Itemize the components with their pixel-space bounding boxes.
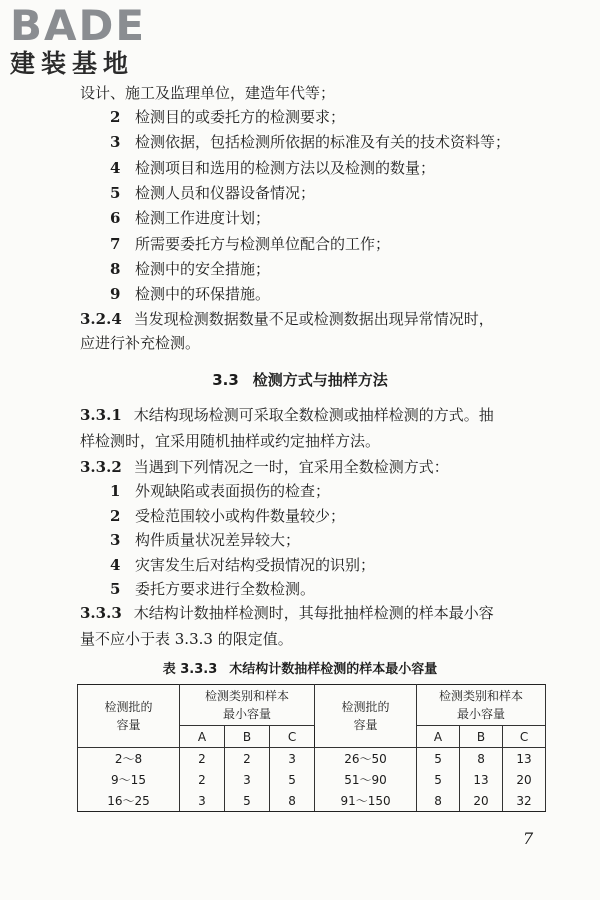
list-item-number: 1 [110, 482, 121, 500]
sample-size-table [77, 684, 546, 812]
list-item-text: 委托方要求进行全数检测。 [135, 580, 316, 598]
table-row [78, 790, 546, 812]
table-cell: 3 [225, 769, 270, 790]
clause-3-3-1 [80, 404, 494, 426]
continuation-line: 设计、施工及监理单位，建造年代等； [80, 84, 336, 102]
table-cell: 3 [270, 748, 315, 770]
list-item-text: 检测依据，包括检测所依据的标准及有关的技术资料等； [135, 133, 511, 152]
header-batch-left [78, 685, 180, 748]
header-batch-l2: 容量 [353, 718, 378, 732]
page-number: 7 [523, 829, 534, 848]
table-cell: 2～8 [78, 748, 180, 770]
list-item-number: 3 [110, 133, 121, 152]
clause-text: 当发现检测数据数量不足或检测数据出现异常情况时， [133, 310, 494, 328]
header-cat-b-right: B [460, 726, 503, 748]
list-item-number: 5 [110, 580, 121, 598]
table-cell: 8 [460, 748, 503, 770]
logo-brand-text: BADE [10, 1, 147, 50]
table-cell: 2 [225, 748, 270, 770]
clause-number: 3.3.2 [80, 458, 122, 476]
list-item-number: 8 [110, 259, 121, 278]
clause-text: 木结构计数抽样检测时，其每批抽样检测的样本最小容 [133, 604, 494, 622]
table-cell: 32 [503, 790, 546, 812]
header-category-l1: 检测类别和样本 [439, 689, 524, 703]
list-item-number: 5 [110, 183, 121, 202]
header-cat-b-left: B [225, 726, 270, 748]
header-category-left [180, 685, 315, 726]
table-cell: 91～150 [315, 790, 417, 812]
clause-number: 3.3.3 [80, 604, 122, 622]
list-item-text: 外观缺陷或表面损伤的检查； [135, 482, 331, 500]
header-category-l2: 最小容量 [457, 707, 506, 721]
table-cell: 5 [225, 790, 270, 812]
table-cell: 13 [460, 769, 503, 790]
table-cell: 2 [180, 769, 225, 790]
table-cell: 5 [417, 769, 460, 790]
header-category-right [417, 685, 546, 726]
clause-3-3-2 [80, 456, 449, 478]
table-cell: 5 [270, 769, 315, 790]
table-caption-title: 木结构计数抽样检测的样本最小容量 [229, 662, 438, 677]
list-item-text: 受检范围较小或构件数量较少； [135, 506, 346, 525]
table-cell: 26～50 [315, 748, 417, 770]
table-cell: 51～90 [315, 769, 417, 790]
header-cat-a-left: A [180, 726, 225, 748]
clause-3-3-3 [80, 602, 494, 624]
header-category-l2: 最小容量 [223, 707, 272, 721]
table-caption-number: 表 3.3.3 [162, 662, 218, 677]
table-cell: 16～25 [78, 790, 180, 812]
header-batch-l1: 检测批的 [341, 700, 390, 714]
section-title-text: 检测方式与抽样方法 [252, 371, 388, 389]
table-cell: 3 [180, 790, 225, 812]
table-row [78, 748, 546, 770]
header-category-l1: 检测类别和样本 [205, 689, 290, 703]
table-cell: 8 [270, 790, 315, 812]
table-cell: 20 [460, 790, 503, 812]
list-item-text: 检测中的安全措施； [135, 259, 271, 278]
clause-number: 3.3.1 [80, 406, 122, 424]
list-item-number: 3 [110, 531, 121, 549]
list-item-text: 灾害发生后对结构受损情况的识别； [135, 555, 376, 574]
list-item-text: 检测人员和仪器设备情况； [135, 183, 316, 202]
table-cell: 2 [180, 748, 225, 770]
logo-subtitle: 建装基地 [10, 49, 135, 78]
table-cell: 8 [417, 790, 460, 812]
table-body [78, 748, 546, 812]
list-item-text: 构件质量状况差异较大； [135, 531, 301, 549]
list-item-number: 9 [110, 285, 121, 304]
list-item-text: 所需要委托方与检测单位配合的工作； [135, 234, 391, 253]
header-batch-l1: 检测批的 [104, 700, 153, 714]
list-item-text: 检测中的环保措施。 [135, 285, 271, 304]
list-item-number: 4 [110, 158, 121, 177]
table-caption [0, 661, 600, 679]
table-cell: 13 [503, 748, 546, 770]
clause-3-2-4 [80, 308, 494, 330]
list-item-number: 7 [110, 234, 121, 253]
table-row [78, 769, 546, 790]
clause-text: 木结构现场检测可采取全数检测或抽样检测的方式。抽 [133, 406, 494, 424]
header-batch-right [315, 685, 417, 748]
table-cell: 20 [503, 769, 546, 790]
list-item-text: 检测目的或委托方的检测要求； [135, 108, 346, 126]
section-number: 3.3 [212, 371, 239, 389]
header-batch-l2: 容量 [116, 718, 141, 732]
clause-3-3-3-cont: 量不应小于表 3.3.3 的限定值。 [80, 630, 293, 648]
clause-number: 3.2.4 [80, 310, 122, 328]
clause-3-3-1-cont: 样检测时，宜采用随机抽样或约定抽样方法。 [80, 432, 381, 450]
list-item-number: 2 [110, 108, 121, 126]
list-item-text: 检测项目和选用的检测方法以及检测的数量； [135, 158, 436, 177]
header-cat-a-right: A [417, 726, 460, 748]
table-cell: 9～15 [78, 769, 180, 790]
list-item-number: 2 [110, 506, 121, 525]
table-cell: 5 [417, 748, 460, 770]
header-cat-c-left: C [270, 726, 315, 748]
list-item-number: 6 [110, 209, 121, 228]
list-item-text: 检测工作进度计划； [135, 209, 271, 228]
header-cat-c-right: C [503, 726, 546, 748]
list-item-number: 4 [110, 555, 121, 574]
clause-3-2-4-cont: 应进行补充检测。 [80, 334, 201, 352]
clause-text: 当遇到下列情况之一时，宜采用全数检测方式： [133, 458, 449, 476]
brand-logo [10, 1, 180, 78]
section-heading [0, 369, 600, 391]
